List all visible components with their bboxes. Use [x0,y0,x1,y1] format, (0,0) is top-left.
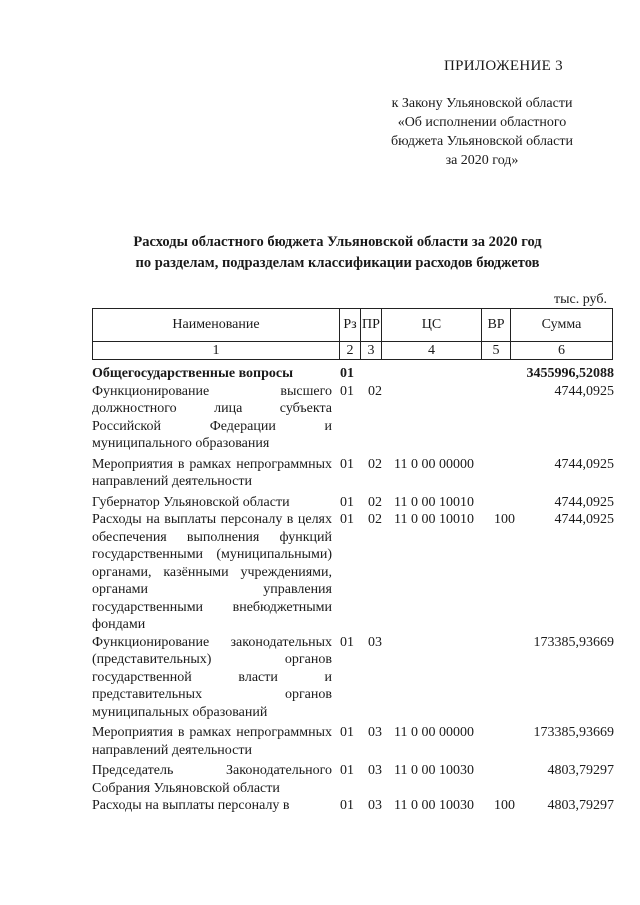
row-rz: 01 [340,763,354,778]
row-name: Мероприятия в рамках непрограммных направлений деятельности [92,456,332,489]
col-number: 2 [340,342,361,360]
col-number: 6 [511,342,613,360]
col-number: 1 [93,342,340,360]
row-vr: 100 [494,798,515,813]
row-sum: 3455996,52088 [526,366,614,381]
col-header-cs: ЦС [382,309,482,342]
row-rz: 01 [340,383,354,399]
table-row [92,494,614,512]
row-name: Функционирование законодательных (представительных) органов государственной власти и представительных органов муниципальных образований [92,634,332,720]
row-pr: 03 [368,798,382,813]
row-pr: 02 [368,494,382,510]
row-sum: 4803,79297 [547,798,614,813]
row-sum: 4744,0925 [554,512,614,527]
row-pr: 02 [368,383,382,399]
col-header-vr: ВР [482,309,511,342]
law-line: к Закону Ульяновской области [391,96,573,111]
row-name: Мероприятия в рамках непрограммных направлений деятельности [92,725,332,758]
row-rz: 01 [340,456,354,472]
row-rz: 01 [340,798,354,813]
document-title [100,232,575,274]
table-row [92,634,614,722]
row-sum: 173385,93669 [533,634,614,650]
col-header-pr: ПР [361,309,382,342]
row-pr: 03 [368,634,382,650]
law-reference [362,94,602,170]
row-sum: 4744,0925 [554,494,614,510]
table-row [92,456,614,491]
row-pr: 03 [368,763,382,778]
row-rz: 01 [340,366,354,381]
title-line: по разделам, подразделам классификации расходов бюджетов [135,255,540,271]
table-row [92,724,614,759]
row-rz: 01 [340,512,354,527]
row-cs: 11 0 00 10010 [394,494,474,510]
row-pr: 02 [368,512,382,527]
appendix-label: ПРИЛОЖЕНИЕ 3 [444,58,563,74]
col-header-name: Наименование [93,309,340,342]
row-cs: 11 0 00 10010 [394,512,474,527]
col-header-rz: Рз [340,309,361,342]
table-row [92,365,614,383]
col-number: 5 [482,342,511,360]
law-line: бюджета Ульяновской области [391,134,573,149]
row-pr: 02 [368,456,382,472]
law-line: «Об исполнении областного [397,115,567,130]
row-vr: 100 [494,512,515,527]
row-name: Общегосударственные вопросы [92,366,294,381]
table-row [92,762,614,797]
row-name: Расходы на выплаты персоналу в целях обеспечения выполнения функций государственными (муниципальными) органами, казёнными учреждениями, органами управления государственными внебюджетными фондами [92,512,332,632]
table-row [92,511,614,634]
table-header [92,308,613,360]
row-sum: 4803,79297 [547,763,614,778]
law-line: за 2020 год» [445,153,519,168]
row-sum: 173385,93669 [533,725,614,740]
row-name: Губернатор Ульяновской области [92,494,290,510]
table-row [92,383,614,453]
row-cs: 11 0 00 00000 [394,456,474,472]
row-cs: 11 0 00 10030 [394,798,474,813]
unit-label: тыс. руб. [554,292,607,307]
row-rz: 01 [340,634,354,650]
row-cs: 11 0 00 00000 [394,725,474,740]
row-pr: 03 [368,725,382,740]
row-sum: 4744,0925 [554,456,614,472]
row-cs: 11 0 00 10030 [394,763,474,778]
col-number: 3 [361,342,382,360]
row-rz: 01 [340,494,354,510]
table-body [92,365,614,815]
row-rz: 01 [340,725,354,740]
row-sum: 4744,0925 [554,383,614,399]
row-name: Расходы на выплаты персоналу в [92,798,290,813]
col-header-sum: Сумма [511,309,613,342]
title-line: Расходы областного бюджета Ульяновской области за 2020 год [133,234,542,250]
row-name: Функционирование высшего должностного лица субъекта Российской Федерации и муниципального образования [92,383,332,451]
col-number: 4 [382,342,482,360]
row-name: Председатель Законодательного Собрания Ульяновской области [92,763,332,796]
table-row [92,797,614,815]
